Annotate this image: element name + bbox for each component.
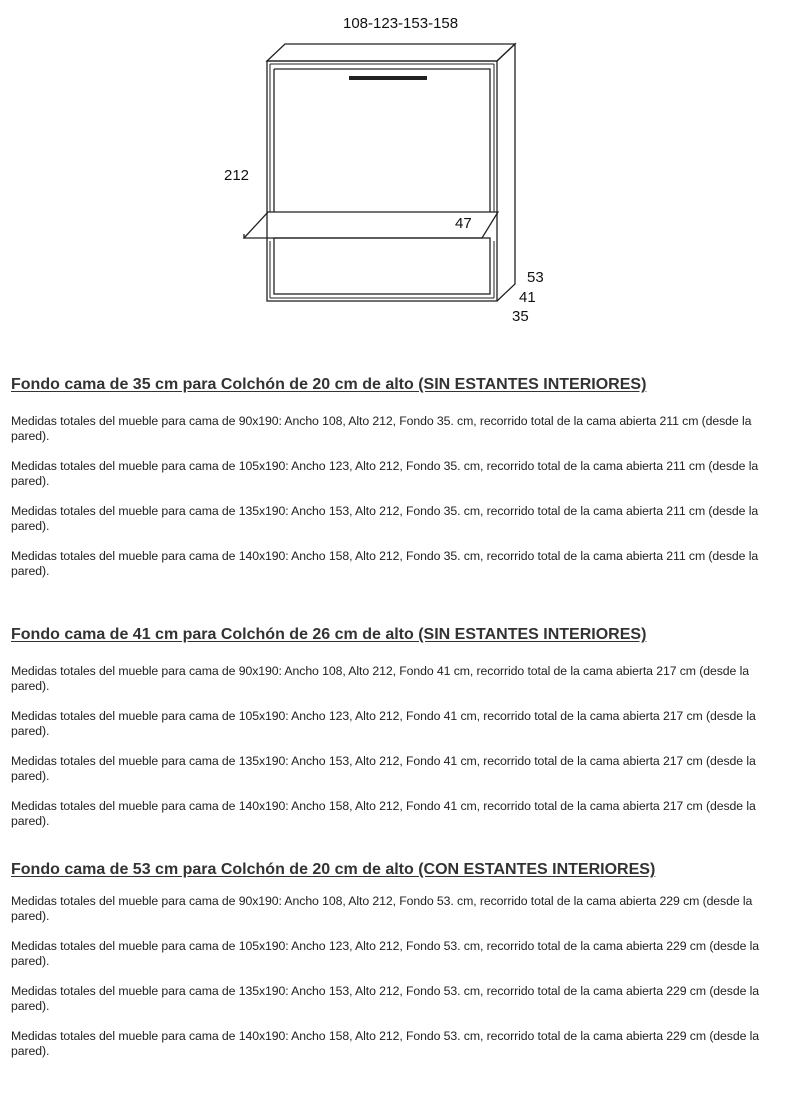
spec-paragraph bbox=[11, 939, 789, 969]
wall-bed-drawing bbox=[0, 0, 800, 340]
spec-paragraph bbox=[11, 1029, 789, 1059]
spec-paragraph bbox=[11, 799, 789, 829]
spec-text: Medidas totales del mueble para cama de 90x190: Ancho 108, Alto 212, Fondo 53. cm, recorrido total de la cama abierta 229 cm (desde la pared). bbox=[11, 894, 753, 923]
spec-text: Medidas totales del mueble para cama de 105x190: Ancho 123, Alto 212, Fondo 35. cm, recorrido total de la cama abierta 211 cm (desde la pared). bbox=[11, 459, 759, 488]
table-dimension: 47 bbox=[455, 215, 472, 232]
section-title: Fondo cama de 35 cm para Colchón de 20 cm de alto (SIN ESTANTES INTERIORES) bbox=[11, 376, 647, 393]
spec-paragraph bbox=[11, 459, 789, 489]
spec-text: Medidas totales del mueble para cama de 140x190: Ancho 158, Alto 212, Fondo 53. cm, recorrido total de la cama abierta 229 cm (desde la pared). bbox=[11, 1029, 760, 1058]
spec-text: Medidas totales del mueble para cama de 135x190: Ancho 153, Alto 212, Fondo 41 cm, recorrido total de la cama abierta 217 cm (desde la pared). bbox=[11, 754, 756, 783]
section-depth-35 bbox=[11, 376, 789, 394]
furniture-diagram bbox=[0, 0, 800, 340]
section-depth-41 bbox=[11, 626, 789, 644]
depth-dimension-53: 53 bbox=[527, 269, 544, 286]
width-dimension: 108-123-153-158 bbox=[343, 15, 459, 32]
section-depth-53 bbox=[11, 861, 789, 879]
spec-paragraph bbox=[11, 664, 789, 694]
spec-text: Medidas totales del mueble para cama de 135x190: Ancho 153, Alto 212, Fondo 35. cm, recorrido total de la cama abierta 211 cm (desde la pared). bbox=[11, 504, 759, 533]
height-dimension: 212 bbox=[224, 167, 250, 184]
depth-dimension-41: 41 bbox=[519, 289, 536, 306]
spec-paragraph bbox=[11, 414, 789, 444]
spec-text: Medidas totales del mueble para cama de 140x190: Ancho 158, Alto 212, Fondo 35. cm, recorrido total de la cama abierta 211 cm (desde la pared). bbox=[11, 549, 759, 578]
spec-paragraph bbox=[11, 709, 789, 739]
spec-text: Medidas totales del mueble para cama de 135x190: Ancho 153, Alto 212, Fondo 53. cm, recorrido total de la cama abierta 229 cm (desde la pared). bbox=[11, 984, 760, 1013]
spec-text: Medidas totales del mueble para cama de 140x190: Ancho 158, Alto 212, Fondo 41 cm, recorrido total de la cama abierta 217 cm (desde la pared). bbox=[11, 799, 756, 828]
handle-bar bbox=[349, 76, 427, 80]
spec-paragraph bbox=[11, 754, 789, 784]
spec-text: Medidas totales del mueble para cama de 105x190: Ancho 123, Alto 212, Fondo 53. cm, recorrido total de la cama abierta 229 cm (desde la pared). bbox=[11, 939, 760, 968]
spec-text: Medidas totales del mueble para cama de 105x190: Ancho 123, Alto 212, Fondo 41 cm, recorrido total de la cama abierta 217 cm (desde la pared). bbox=[11, 709, 756, 738]
spec-text: Medidas totales del mueble para cama de 90x190: Ancho 108, Alto 212, Fondo 35. cm, recorrido total de la cama abierta 211 cm (desde la pared). bbox=[11, 414, 752, 443]
spec-text: Medidas totales del mueble para cama de 90x190: Ancho 108, Alto 212, Fondo 41 cm, recorrido total de la cama abierta 217 cm (desde la pared). bbox=[11, 664, 749, 693]
spec-paragraph bbox=[11, 894, 789, 924]
section-title: Fondo cama de 41 cm para Colchón de 26 cm de alto (SIN ESTANTES INTERIORES) bbox=[11, 626, 647, 643]
spec-paragraph bbox=[11, 504, 789, 534]
spec-paragraph bbox=[11, 984, 789, 1014]
depth-dimension-35: 35 bbox=[512, 308, 529, 325]
spec-paragraph bbox=[11, 549, 789, 579]
section-title: Fondo cama de 53 cm para Colchón de 20 cm de alto (CON ESTANTES INTERIORES) bbox=[11, 861, 656, 878]
